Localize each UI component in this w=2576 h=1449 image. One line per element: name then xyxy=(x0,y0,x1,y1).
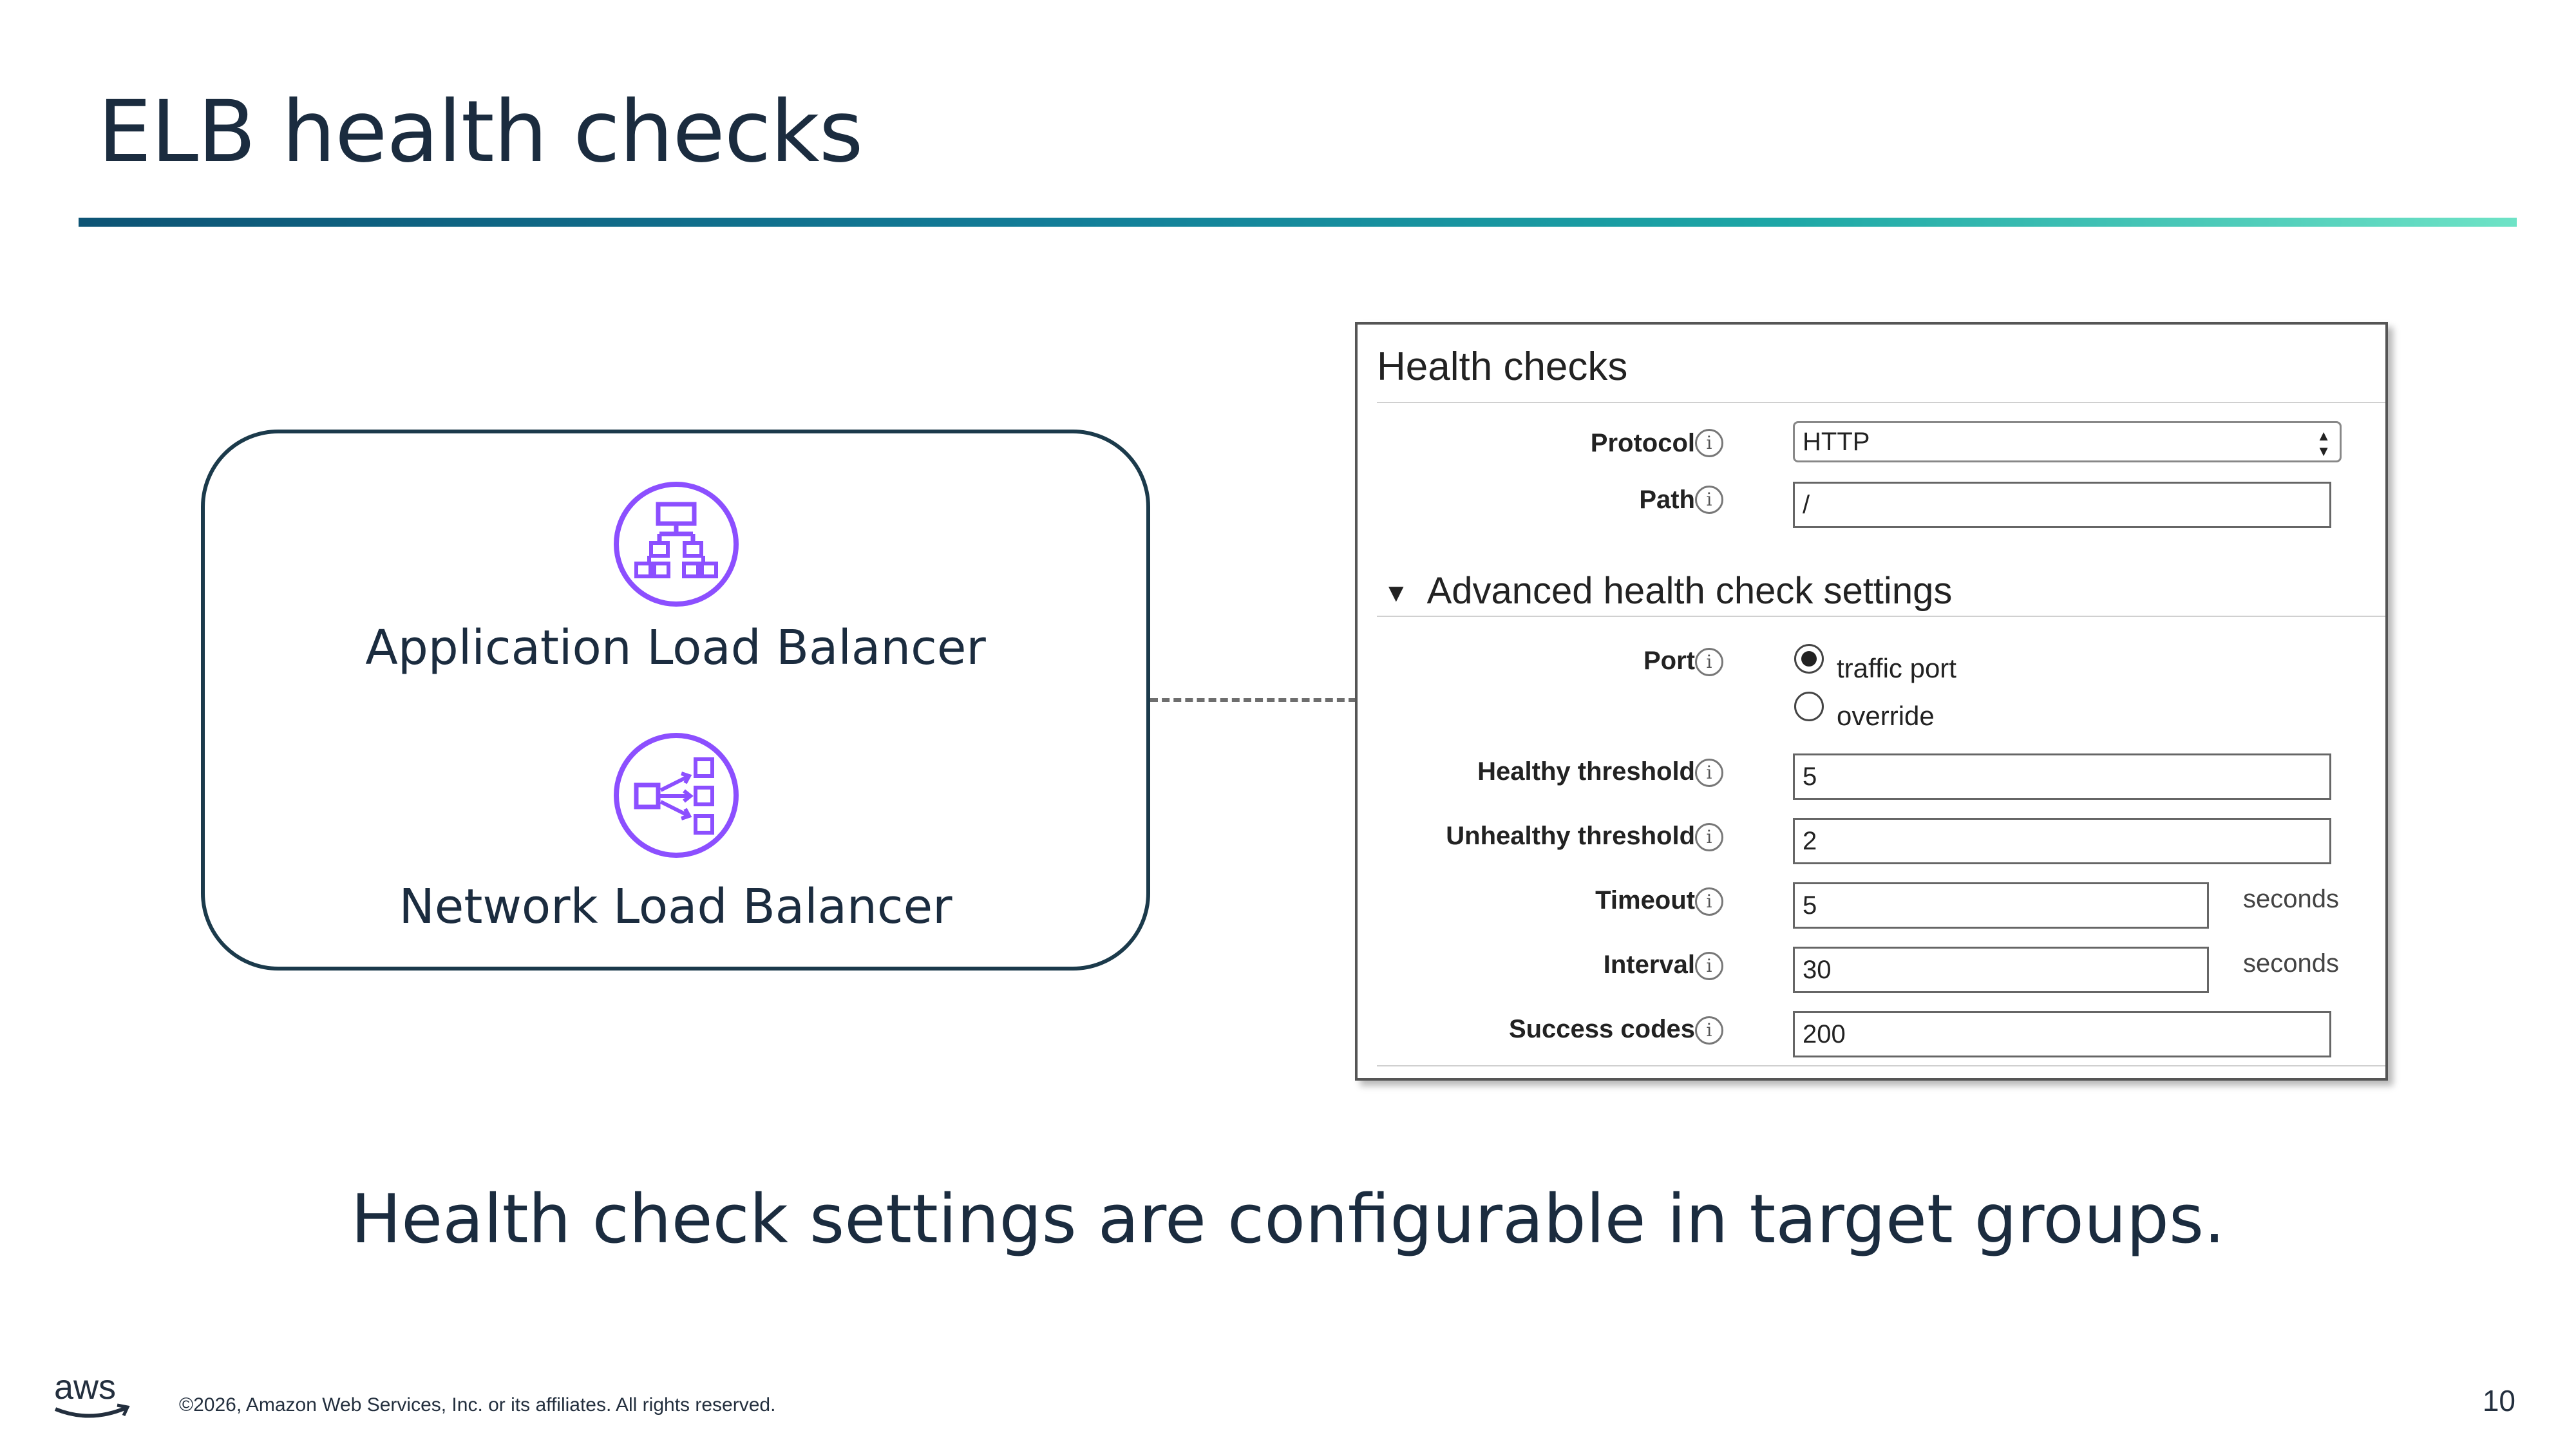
slide-title: ELB health checks xyxy=(98,82,863,182)
application-load-balancer-label: Application Load Balancer xyxy=(365,620,986,676)
aws-logo xyxy=(50,1370,134,1425)
traffic-port-label: traffic port xyxy=(1837,653,1956,683)
override-label: override xyxy=(1837,701,1935,731)
interval-label: Interval xyxy=(1603,951,1695,979)
network-load-balancer-icon xyxy=(612,731,741,860)
footer-copyright: ©2026, Amazon Web Services, Inc. or its affiliates. All rights reserved. xyxy=(179,1394,776,1416)
dashed-connector xyxy=(1150,698,1356,702)
path-input[interactable]: / xyxy=(1793,482,2331,528)
protocol-select[interactable] xyxy=(1793,421,2342,462)
advanced-settings-title: Advanced health check settings xyxy=(1426,570,1953,612)
title-divider xyxy=(79,218,2517,227)
protocol-value: HTTP xyxy=(1803,428,1870,456)
healthy-threshold-input[interactable]: 5 xyxy=(1793,753,2331,800)
path-label: Path xyxy=(1639,486,1695,514)
network-load-balancer-label: Network Load Balancer xyxy=(399,879,952,934)
load-balancer-group xyxy=(201,430,1150,971)
success-codes-info-icon[interactable]: i xyxy=(1695,1016,1723,1045)
traffic-port-radio[interactable] xyxy=(1794,644,1824,674)
interval-info-icon[interactable]: i xyxy=(1695,952,1723,980)
health-checks-panel xyxy=(1355,322,2388,1081)
aws-logo-icon xyxy=(50,1370,134,1422)
advanced-settings-toggle[interactable] xyxy=(1383,569,1952,612)
caret-down-icon: ▼ xyxy=(1383,579,1409,608)
healthy-threshold-label: Healthy threshold xyxy=(1477,757,1695,786)
select-arrows-icon: ▲ ▼ xyxy=(2316,428,2331,459)
port-info-icon[interactable]: i xyxy=(1695,648,1723,676)
application-load-balancer-icon xyxy=(612,480,741,609)
slide-caption: Health check settings are configurable in target groups. xyxy=(350,1180,2226,1258)
path-info-icon[interactable]: i xyxy=(1695,486,1723,514)
unhealthy-threshold-input[interactable]: 2 xyxy=(1793,818,2331,864)
port-label: Port xyxy=(1643,647,1695,675)
override-radio[interactable] xyxy=(1794,692,1824,721)
panel-bottom-divider xyxy=(1377,1065,2385,1066)
panel-divider xyxy=(1377,402,2385,403)
success-codes-label: Success codes xyxy=(1508,1015,1695,1043)
protocol-label: Protocol xyxy=(1590,429,1695,457)
success-codes-input[interactable]: 200 xyxy=(1793,1011,2331,1057)
interval-unit: seconds xyxy=(2243,949,2339,978)
timeout-info-icon[interactable]: i xyxy=(1695,887,1723,916)
timeout-unit: seconds xyxy=(2243,885,2339,913)
protocol-info-icon[interactable]: i xyxy=(1695,429,1723,457)
unhealthy-threshold-info-icon[interactable]: i xyxy=(1695,823,1723,851)
interval-input[interactable]: 30 xyxy=(1793,947,2209,993)
page-number: 10 xyxy=(2482,1384,2515,1417)
timeout-input[interactable]: 5 xyxy=(1793,882,2209,929)
unhealthy-threshold-label: Unhealthy threshold xyxy=(1446,822,1695,850)
svg-text:aws: aws xyxy=(54,1370,117,1406)
healthy-threshold-info-icon[interactable]: i xyxy=(1695,759,1723,787)
advanced-divider xyxy=(1377,616,2385,617)
timeout-label: Timeout xyxy=(1595,886,1695,914)
panel-title: Health checks xyxy=(1377,345,1628,389)
